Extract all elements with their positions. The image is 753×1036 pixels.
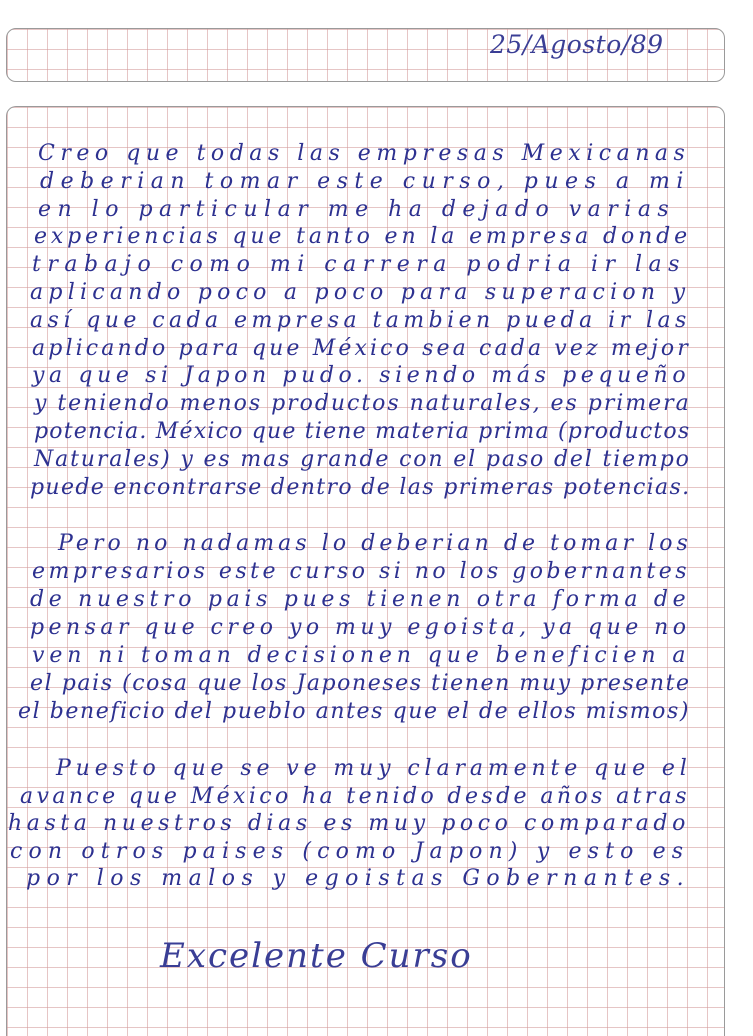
letter-line: el pais (cosa que los Japoneses tienen muy presente bbox=[30, 671, 691, 696]
letter-line: por los malos y egoistas Gobernantes. bbox=[26, 866, 691, 892]
letter-line: de nuestro pais pues tienen otra forma de bbox=[30, 587, 691, 612]
letter-line: aplicando poco a poco para superacion y bbox=[30, 280, 691, 305]
letter-line: y teniendo menos productos naturales, es primera bbox=[34, 391, 691, 417]
letter-line: ven ni toman decisionen que beneficien a bbox=[32, 643, 691, 668]
letter-line: potencia. México que tiene materia prima (productos bbox=[34, 419, 691, 444]
letter-line: con otros paises (como Japon) y esto es bbox=[10, 838, 690, 864]
letter-line: en lo particular me ha dejado varias bbox=[38, 196, 676, 222]
letter-line: empresarios este curso si no los gobernantes bbox=[32, 559, 691, 584]
letter-line: Pero no nadamas lo deberian de tomar los bbox=[58, 531, 692, 556]
letter-line: así que cada empresa tambien pueda ir las bbox=[30, 307, 691, 333]
letter-line: experiencias que tanto en la empresa donde bbox=[34, 224, 691, 250]
letter-line: hasta nuestros dias es muy poco comparado bbox=[8, 811, 690, 837]
signoff-text: Excelente Curso bbox=[160, 936, 473, 976]
letter-line: Creo que todas las empresas Mexicanas bbox=[38, 141, 691, 166]
letter-line: puede encontrarse dentro de las primeras potencias. bbox=[30, 474, 691, 500]
letter-line: deberian tomar este curso, pues a mi bbox=[40, 168, 690, 194]
letter-line: trabajo como mi carrera podria ir las bbox=[32, 252, 686, 278]
letter-line: Puesto que se ve muy claramente que el bbox=[56, 756, 692, 781]
letter-date: 25/Agosto/89 bbox=[490, 30, 664, 59]
letter-line: Naturales) y es mas grande con el paso del tiempo bbox=[34, 446, 691, 472]
letter-line: pensar que creo yo muy egoista, ya que no bbox=[30, 615, 691, 640]
letter-line: ya que si Japon pudo. siendo más pequeño bbox=[32, 363, 691, 389]
letter-line: avance que México ha tenido desde años atras bbox=[20, 783, 690, 809]
letter-line: el beneficio del pueblo antes que el de ellos mismos) bbox=[18, 699, 690, 724]
letter-line: aplicando para que México sea cada vez mejor bbox=[32, 335, 691, 361]
